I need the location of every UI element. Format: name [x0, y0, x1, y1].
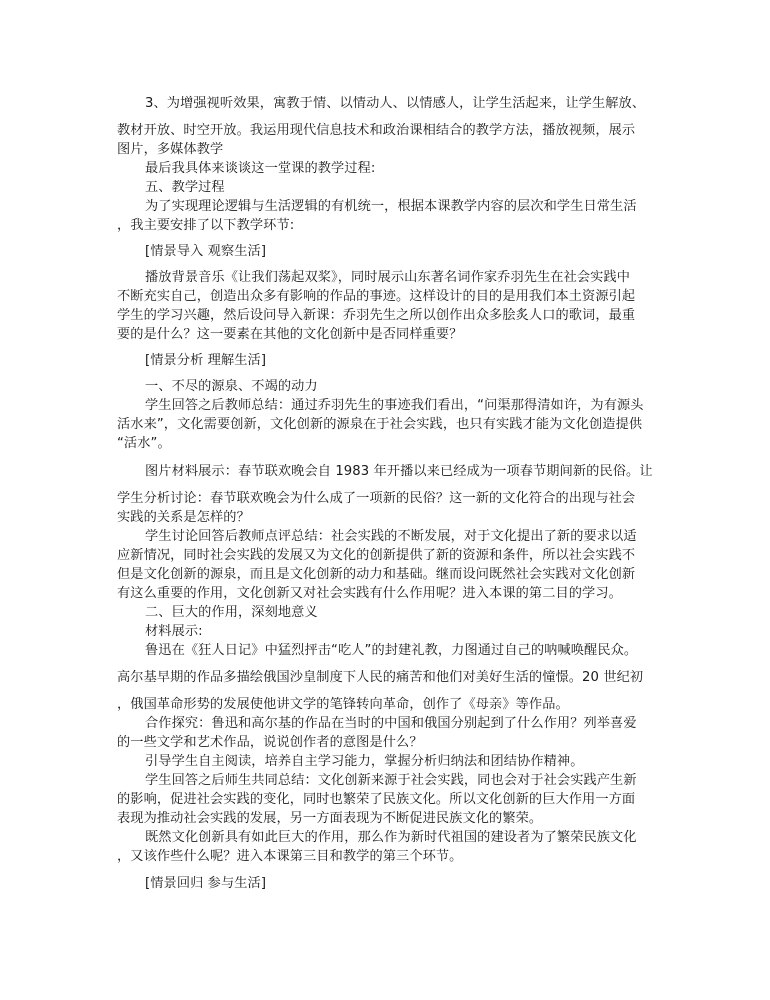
text-line: 材料展示:: [145, 624, 203, 639]
text-line: 活水来”，文化需要创新，文化创新的源泉在于社会实践，也只有实践才能为文化创造提供: [117, 417, 643, 432]
text-line: 的一些文学和艺术作品，说说创作者的意图是什么？: [117, 735, 423, 750]
text-line: 要的是什么？这一要素在其他的文化创新中是否同样重要？: [117, 327, 463, 342]
text-line: 3、为增强视听效果，寓教于情、以情动人、以情感人，让学生活起来，让学生解放、: [145, 96, 646, 111]
text-line: 图片，多媒体教学: [117, 142, 224, 157]
text-line: 播放背景音乐《让我们荡起双桨》，同时展示山东著名词作家乔羽先生在社会实践中: [145, 270, 631, 285]
text-line: 鲁迅在《狂人日记》中猛烈抨击“吃人”的封建礼教，力图通过自己的呐喊唤醒民众。: [145, 643, 638, 658]
text-line: “活水”。: [117, 436, 171, 451]
text-line: ，我主要安排了以下教学环节:: [117, 218, 295, 233]
text-line: 应新情况，同时社会实践的发展又为文化的创新提供了新的资源和条件，所以社会实践不: [117, 548, 636, 563]
text-line: 学生回答之后教师总结：通过乔羽先生的事迹我们看出，“问渠那得清如许，为有源头: [145, 398, 644, 413]
text-line: ，又该作些什么呢？进入本课第三目和教学的第三个环节。: [117, 849, 463, 864]
stage-heading: [情景导入 观察生活]: [145, 244, 267, 259]
text-line: 实践的关系是怎样的？: [117, 510, 250, 525]
text-line: 合作探究：鲁迅和高尔基的作品在当时的中国和俄国分别起到了什么作用？列举喜爱: [145, 716, 637, 731]
stage-heading: [情景回归 参与生活]: [145, 876, 267, 891]
text-line: 表现为推动社会实践的发展，另一方面表现为不断促进民族文化的繁荣。: [117, 811, 543, 826]
subsection-heading: 二、巨大的作用，深刻地意义: [145, 605, 318, 620]
subsection-heading: 一、不尽的源泉、不竭的动力: [145, 379, 318, 394]
stage-heading: [情景分析 理解生活]: [145, 353, 267, 368]
text-line: 教材开放、时空开放。我运用现代信息技术和政治课相结合的教学方法，播放视频，展示: [117, 123, 636, 138]
text-line: 的影响，促进社会实践的变化，同时也繁荣了民族文化。所以文化创新的巨大作用一方面: [117, 792, 636, 807]
text-line: 但是文化创新的源泉，而且是文化创新的动力和基础。继而设问既然社会实践对文化创新: [117, 567, 636, 582]
text-line: 高尔基早期的作品多描绘俄国沙皇制度下人民的痛苦和他们对美好生活的憧憬。20 世纪初: [117, 670, 644, 685]
section-heading: 五、教学过程: [145, 180, 225, 195]
text-line: 为了实现理论逻辑与生活逻辑的有机统一，根据本课教学内容的层次和学生日常生活: [145, 199, 637, 214]
text-line: 引导学生自主阅读，培养自主学习能力，掌握分析归纳法和团结协作精神。: [145, 754, 584, 769]
text-line: 既然文化创新具有如此巨大的作用，那么作为新时代祖国的建设者为了繁荣民族文化: [145, 830, 637, 845]
text-line: 有这么重要的作用，文化创新又对社会实践有什么作用呢？进入本课的第二目的学习。: [117, 586, 622, 601]
text-line: 学生回答之后师生共同总结：文化创新来源于社会实践，同也会对于社会实践产生新: [145, 773, 637, 788]
text-line: 学生分析讨论：春节联欢晚会为什么成了一项新的民俗？这一新的文化符合的出现与社会: [117, 491, 636, 506]
text-line: 图片材料展示：春节联欢晚会自 1983 年开播以来已经成为一项春节期间新的民俗。让: [145, 464, 653, 479]
text-line: 不断充实自己，创造出众多有影响的作品的事迹。这样设计的目的是用我们本土资源引起: [117, 289, 636, 304]
text-line: 最后我具体来谈谈这一堂课的教学过程:: [145, 161, 376, 176]
text-line: ，俄国革命形势的发展使他讲文学的笔锋转向革命，创作了《母亲》等作品。: [117, 697, 569, 712]
text-line: 学生的学习兴趣，然后设问导入新课：乔羽先生之所以创作出众多脍炙人口的歌词，最重: [117, 308, 636, 323]
text-line: 学生讨论回答后教师点评总结：社会实践的不断发展，对于文化提出了新的要求以适: [145, 529, 637, 544]
